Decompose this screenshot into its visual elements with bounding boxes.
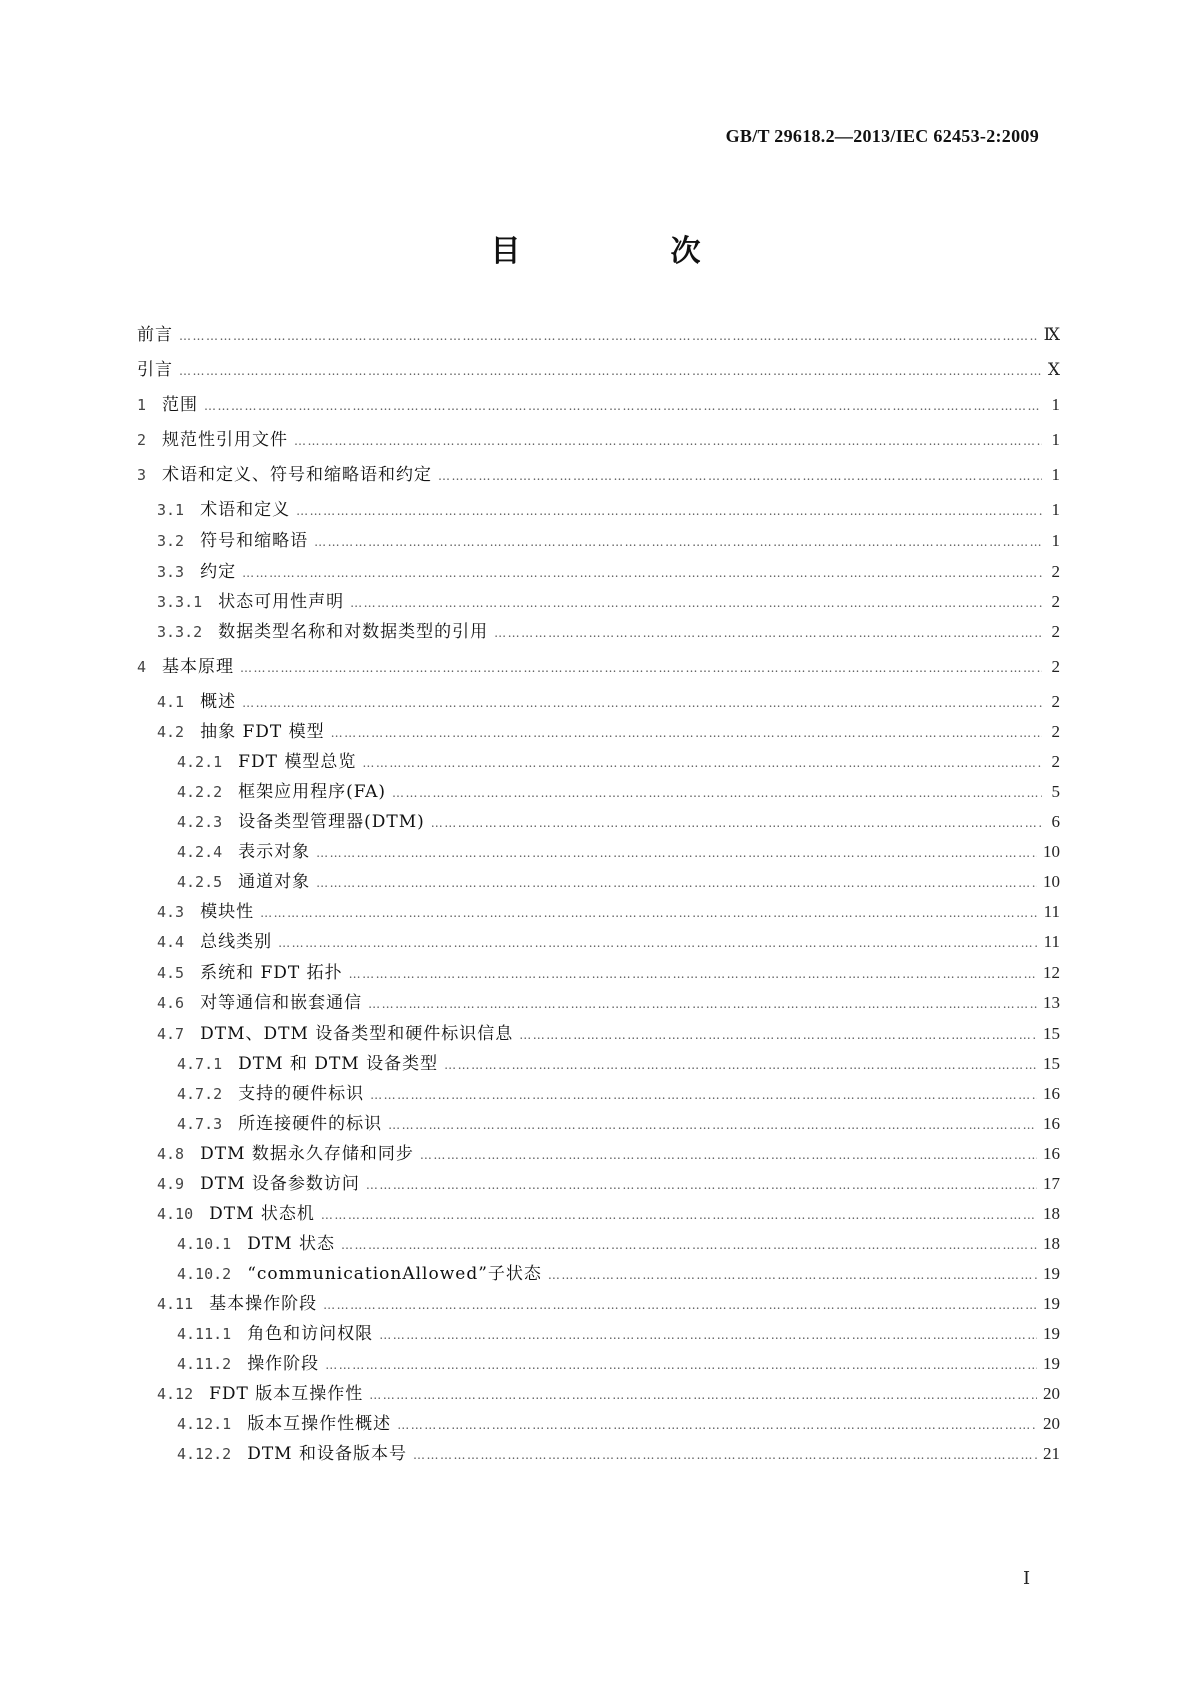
toc-entry-label: 通道对象 <box>238 872 311 892</box>
toc-entry-page: 1 <box>1051 500 1060 519</box>
toc-entry[interactable] <box>137 500 1060 521</box>
toc-entry[interactable] <box>137 465 1060 486</box>
dot-leader <box>370 1085 1037 1105</box>
toc-entry-label: 数据类型名称和对数据类型的引用 <box>218 622 489 642</box>
toc-entry-page: 19 <box>1043 1324 1060 1343</box>
toc-entry-page: 18 <box>1043 1234 1060 1253</box>
dot-leader <box>316 843 1037 863</box>
toc-entry-label: 术语和定义 <box>200 500 291 520</box>
toc-entry-number: 4.4 <box>157 933 185 951</box>
toc-entry[interactable] <box>137 1294 1060 1315</box>
toc-entry-number: 4.10.2 <box>177 1265 232 1283</box>
toc-entry[interactable] <box>137 1354 1060 1375</box>
dot-leader <box>242 693 1042 713</box>
toc-entry-number: 4.5 <box>157 964 185 982</box>
toc-entry-number: 4.9 <box>157 1175 185 1193</box>
dot-leader <box>350 593 1042 613</box>
dot-leader <box>369 1385 1037 1405</box>
toc-entry-label: 对等通信和嵌套通信 <box>200 993 363 1013</box>
dot-leader <box>420 1145 1037 1165</box>
toc-entry[interactable] <box>137 1054 1060 1075</box>
toc-entry-label: 系统和 FDT 拓扑 <box>200 963 343 983</box>
toc-entry-number: 4.11.1 <box>177 1325 232 1343</box>
toc-entry[interactable] <box>137 1324 1060 1345</box>
toc-entry-number: 4.10.1 <box>177 1235 232 1253</box>
toc-entry[interactable] <box>137 1414 1060 1435</box>
dot-leader <box>494 623 1042 643</box>
toc-entry-number: 1 <box>137 396 147 414</box>
toc-entry-number: 4.11 <box>157 1295 194 1313</box>
toc-entry-page: 20 <box>1043 1384 1060 1403</box>
toc-entry-page: 16 <box>1043 1084 1060 1103</box>
dot-leader <box>397 1415 1037 1435</box>
toc-entry[interactable] <box>137 562 1060 583</box>
toc-entry-page: 16 <box>1043 1144 1060 1163</box>
toc-entry-number: 3.3.1 <box>157 593 203 611</box>
toc-entry-number: 4.2 <box>157 723 185 741</box>
toc-entry-page: 1 <box>1051 430 1060 449</box>
toc-entry[interactable] <box>137 1444 1060 1465</box>
toc-entry-page: Ⅸ <box>1043 325 1060 344</box>
dot-leader <box>316 873 1037 893</box>
toc-entry-number: 3.1 <box>157 501 185 519</box>
dot-leader <box>362 753 1042 773</box>
dot-leader <box>366 1175 1037 1195</box>
toc-entry-number: 4.8 <box>157 1145 185 1163</box>
toc-entry[interactable] <box>137 842 1060 863</box>
toc-entry-page: 5 <box>1051 782 1060 801</box>
toc-entry-label: 模块性 <box>200 902 255 922</box>
toc-entry-label: “communicationAllowed”子状态 <box>247 1264 542 1284</box>
toc-entry[interactable] <box>137 782 1060 803</box>
toc-entry-number: 4.10 <box>157 1205 194 1223</box>
toc-entry-label: FDT 版本互操作性 <box>209 1384 364 1404</box>
toc-entry[interactable] <box>137 657 1060 678</box>
toc-entry[interactable] <box>137 1234 1060 1255</box>
toc-entry-label: 基本操作阶段 <box>209 1294 318 1314</box>
page-number: Ⅰ <box>1023 1568 1031 1588</box>
toc-entry[interactable] <box>137 622 1060 643</box>
toc-entry-label: DTM、DTM 设备类型和硬件标识信息 <box>200 1024 514 1044</box>
toc-entry[interactable] <box>137 430 1060 451</box>
dot-leader <box>413 1445 1037 1465</box>
toc-entry-page: 15 <box>1043 1054 1060 1073</box>
toc-entry-number: 4.2.2 <box>177 783 223 801</box>
dot-leader <box>260 903 1038 923</box>
toc-entry-number: 2 <box>137 431 147 449</box>
standard-id-header: GB/T 29618.2—2013/IEC 62453-2:2009 <box>725 126 1039 146</box>
toc-entry-page: 11 <box>1043 932 1060 951</box>
toc-entry-label: 总线类别 <box>200 932 273 952</box>
toc-entry[interactable] <box>137 692 1060 713</box>
toc-entry-page: 19 <box>1043 1354 1060 1373</box>
toc-entry[interactable] <box>137 1024 1060 1045</box>
toc-entry[interactable] <box>137 395 1060 416</box>
toc-entry-page: 12 <box>1043 963 1060 982</box>
toc-entry-label: 规范性引用文件 <box>162 430 289 450</box>
toc-entry-number: 4.2.3 <box>177 813 223 831</box>
toc-entry-number: 3.3 <box>157 563 185 581</box>
toc-entry-page: 21 <box>1043 1444 1060 1463</box>
toc-entry[interactable] <box>137 1264 1060 1285</box>
dot-leader <box>242 563 1042 583</box>
toc-entry-label: DTM 状态 <box>247 1234 335 1254</box>
dot-leader <box>294 431 1042 451</box>
toc-entry-number: 4.2.1 <box>177 753 223 771</box>
toc-entry-label: DTM 状态机 <box>209 1204 315 1224</box>
toc-entry-page: 10 <box>1043 842 1060 861</box>
dot-leader <box>368 994 1037 1014</box>
toc-entry-label: DTM 和设备版本号 <box>247 1444 407 1464</box>
toc-entry-label: 设备类型管理器(DTM) <box>238 812 425 832</box>
toc-entry[interactable] <box>137 1144 1060 1165</box>
toc-entry-label: 抽象 FDT 模型 <box>200 722 325 742</box>
toc-entry-page: 16 <box>1043 1114 1060 1133</box>
toc-entry-page: 11 <box>1043 902 1060 921</box>
toc-entry-page: 19 <box>1043 1264 1060 1283</box>
toc-entry-number: 4.1 <box>157 693 185 711</box>
toc-entry-label: 范围 <box>162 395 199 415</box>
toc-entry-label: 符号和缩略语 <box>200 531 309 551</box>
toc-entry-number: 3.3.2 <box>157 623 203 641</box>
toc-title: 目 次 <box>490 234 761 269</box>
toc-entry-page: 10 <box>1043 872 1060 891</box>
toc-entry-page: 2 <box>1051 722 1060 741</box>
dot-leader <box>325 1355 1037 1375</box>
toc-entry-number: 4 <box>137 658 147 676</box>
toc-entry-page: 2 <box>1051 622 1060 641</box>
toc-entry[interactable] <box>137 592 1060 613</box>
toc-entry-label: DTM 数据永久存储和同步 <box>200 1144 414 1164</box>
dot-leader <box>349 964 1037 984</box>
toc-entry-label: 状态可用性声明 <box>218 592 345 612</box>
toc-entry[interactable] <box>137 325 1060 346</box>
toc-entry-label: FDT 模型总览 <box>238 752 357 772</box>
toc-entry[interactable] <box>137 993 1060 1014</box>
toc-entry[interactable] <box>137 1384 1060 1405</box>
toc-entry-label: 所连接硬件的标识 <box>238 1114 383 1134</box>
toc-entry[interactable] <box>137 752 1060 773</box>
toc-entry-page: 17 <box>1043 1174 1060 1193</box>
toc-entry-number: 4.7.3 <box>177 1115 223 1133</box>
toc-entry-page: 1 <box>1051 531 1060 550</box>
dot-leader <box>331 723 1042 743</box>
toc-entry[interactable] <box>137 1174 1060 1195</box>
toc-entry-number: 4.12.2 <box>177 1445 232 1463</box>
dot-leader <box>444 1055 1037 1075</box>
toc-entry[interactable] <box>137 963 1060 984</box>
toc-entry-label: 前言 <box>137 325 173 345</box>
toc-entry-page: 1 <box>1051 395 1060 414</box>
toc-entry-page: 6 <box>1051 812 1060 831</box>
dot-leader <box>379 1325 1037 1345</box>
toc-entry-page: 1 <box>1051 465 1060 484</box>
dot-leader <box>240 658 1042 678</box>
toc-entry-page: 2 <box>1051 692 1060 711</box>
toc-entry-label: 概述 <box>200 692 237 712</box>
toc-entry-label: 框架应用程序(FA) <box>238 782 387 802</box>
toc-entry-number: 4.11.2 <box>177 1355 232 1373</box>
toc-entry-page: 20 <box>1043 1414 1060 1433</box>
toc-entry-page: 2 <box>1051 562 1060 581</box>
toc-entry-number: 4.3 <box>157 903 185 921</box>
toc-entry-number: 4.7.1 <box>177 1055 223 1073</box>
toc-entry-label: 角色和访问权限 <box>247 1324 374 1344</box>
dot-leader <box>431 813 1042 833</box>
toc-entry[interactable] <box>137 531 1060 552</box>
toc-entry[interactable] <box>137 722 1060 743</box>
toc-entry[interactable] <box>137 1114 1060 1135</box>
toc-entry-page: 2 <box>1051 657 1060 676</box>
dot-leader <box>179 361 1042 381</box>
dot-leader <box>341 1235 1037 1255</box>
toc-entry[interactable] <box>137 812 1060 833</box>
toc-entry-label: DTM 和 DTM 设备类型 <box>238 1054 439 1074</box>
toc-entry-label: 约定 <box>200 562 237 582</box>
dot-leader <box>321 1205 1037 1225</box>
toc-entry-number: 4.2.5 <box>177 873 223 891</box>
toc-entry-page: 19 <box>1043 1294 1060 1313</box>
dot-leader <box>323 1295 1037 1315</box>
toc-entry-label: 操作阶段 <box>247 1354 320 1374</box>
toc-entry-page: 2 <box>1051 592 1060 611</box>
dot-leader <box>314 532 1042 552</box>
toc-entry-label: 支持的硬件标识 <box>238 1084 365 1104</box>
table-of-contents <box>137 325 1060 1465</box>
dot-leader <box>388 1115 1037 1135</box>
dot-leader <box>519 1025 1037 1045</box>
dot-leader <box>278 933 1038 953</box>
toc-entry-page: 2 <box>1051 752 1060 771</box>
toc-entry[interactable] <box>137 932 1060 953</box>
toc-entry-page: Ⅹ <box>1047 360 1060 379</box>
toc-entry-number: 4.2.4 <box>177 843 223 861</box>
toc-entry-page: 15 <box>1043 1024 1060 1043</box>
toc-entry-page: 13 <box>1043 993 1060 1012</box>
toc-entry[interactable] <box>137 360 1060 381</box>
toc-entry-number: 3.2 <box>157 532 185 550</box>
dot-leader <box>548 1265 1037 1285</box>
toc-entry-number: 4.6 <box>157 994 185 1012</box>
toc-entry-label: 版本互操作性概述 <box>247 1414 392 1434</box>
toc-entry-label: 引言 <box>137 360 173 380</box>
toc-entry-label: DTM 设备参数访问 <box>200 1174 360 1194</box>
dot-leader <box>438 466 1042 486</box>
toc-entry-number: 4.7.2 <box>177 1085 223 1103</box>
toc-entry[interactable] <box>137 1084 1060 1105</box>
toc-entry-number: 3 <box>137 466 147 484</box>
toc-entry[interactable] <box>137 872 1060 893</box>
toc-entry-page: 18 <box>1043 1204 1060 1223</box>
toc-entry-label: 术语和定义、符号和缩略语和约定 <box>162 465 433 485</box>
dot-leader <box>392 783 1042 803</box>
toc-entry-number: 4.12.1 <box>177 1415 232 1433</box>
toc-entry-number: 4.7 <box>157 1025 185 1043</box>
dot-leader <box>204 396 1042 416</box>
toc-entry-number: 4.12 <box>157 1385 194 1403</box>
toc-entry[interactable] <box>137 902 1060 923</box>
toc-entry[interactable] <box>137 1204 1060 1225</box>
dot-leader <box>179 326 1038 346</box>
dot-leader <box>296 501 1042 521</box>
toc-entry-label: 基本原理 <box>162 657 235 677</box>
toc-entry-label: 表示对象 <box>238 842 311 862</box>
